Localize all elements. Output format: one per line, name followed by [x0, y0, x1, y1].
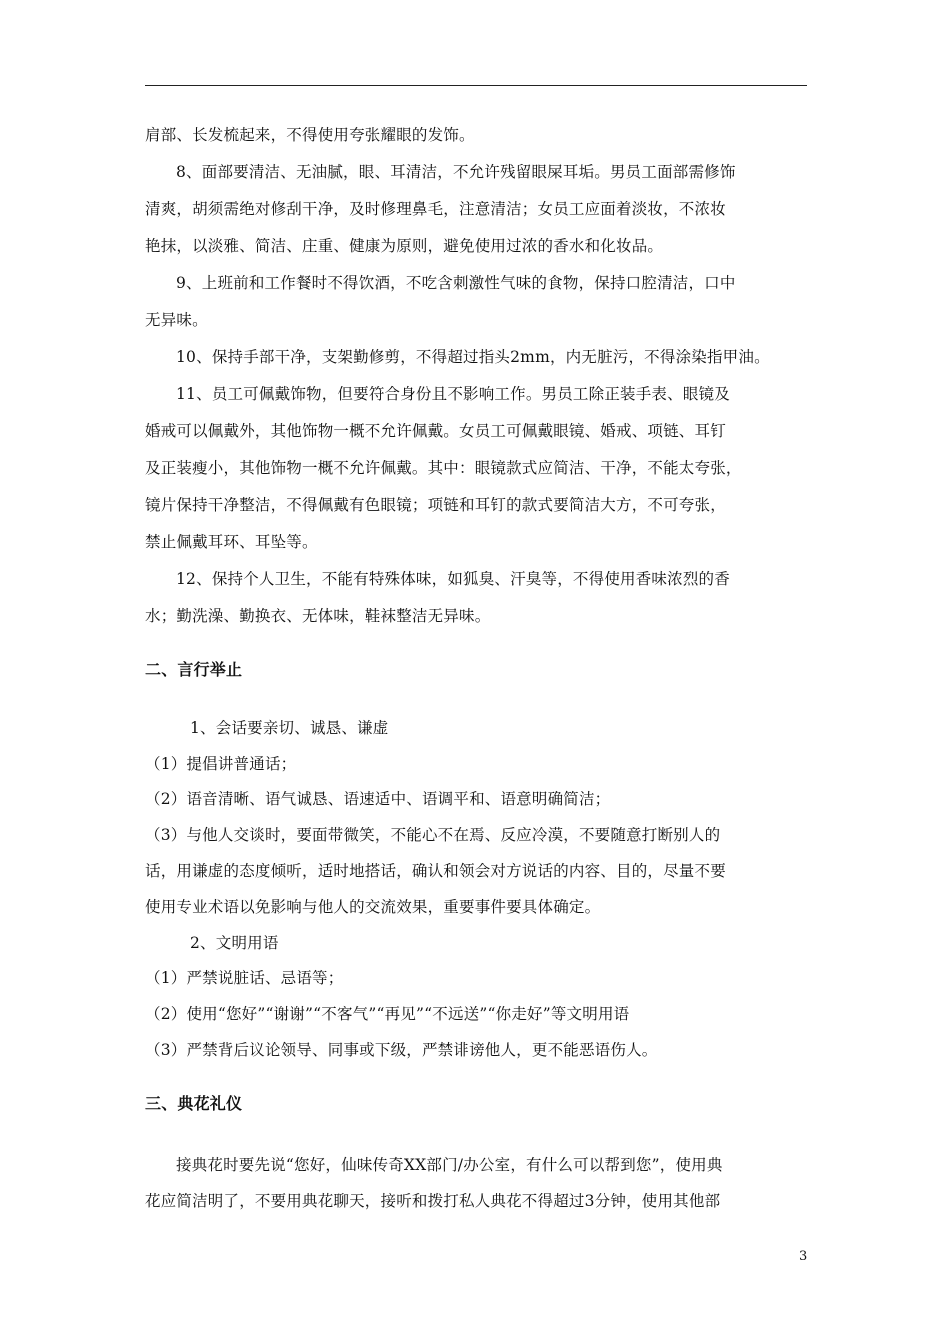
text-line: （1）提倡讲普通话；: [145, 755, 297, 773]
text-line: （3）与他人交谈时，要面带微笑，不能心不在焉、反应冷漠，不要随意打断别人的: [145, 826, 721, 844]
text-line: 使用专业术语以免影响与他人的交流效果，重要事件要具体确定。: [145, 898, 601, 916]
text-line: 8、面部要清洁、无油腻，眼、耳清洁，不允许残留眼屎耳垢。男员工面部需修饰: [176, 163, 736, 181]
text-line: 水；勤洗澡、勤换衣、无体味，鞋袜整洁无异味。: [145, 607, 491, 625]
text-line: 花应简洁明了，不要用典花聊天，接听和拨打私人典花不得超过3分钟，使用其他部: [145, 1192, 721, 1210]
text-line: （1）严禁说脏话、忌语等；: [145, 969, 344, 987]
text-line: 11、员工可佩戴饰物，但要符合身份且不影响工作。男员工除正装手表、眼镜及: [176, 385, 730, 403]
text-line: 禁止佩戴耳环、耳坠等。: [145, 533, 318, 551]
text-line: 婚戒可以佩戴外，其他饰物一概不允许佩戴。女员工可佩戴眼镜、婚戒、项链、耳钉: [145, 422, 726, 440]
text-line: 12、保持个人卫生，不能有特殊体味，如狐臭、汗臭等，不得使用香味浓烈的香: [176, 570, 730, 588]
section-heading: 三、典花礼仪: [145, 1094, 243, 1113]
section-heading: 二、言行举止: [145, 660, 243, 679]
header-rule: [145, 85, 807, 86]
text-line: 话，用谦虚的态度倾听，适时地搭话，确认和领会对方说话的内容、目的，尽量不要: [145, 862, 726, 880]
subsection-heading: 1、会话要亲切、诚恳、谦虚: [190, 719, 389, 737]
text-line: 9、上班前和工作餐时不得饮酒，不吃含刺激性气味的食物，保持口腔清洁，口中: [176, 274, 736, 292]
text-line: 肩部、长发梳起来，不得使用夸张耀眼的发饰。: [145, 126, 475, 144]
subsection-heading: 2、文明用语: [190, 934, 279, 952]
text-line: 接典花时要先说“您好，仙味传奇XX部门/办公室，有什么可以帮到您”，使用典: [176, 1156, 723, 1174]
text-line: 镜片保持干净整洁，不得佩戴有色眼镜；项链和耳钉的款式要简洁大方，不可夸张，: [145, 496, 726, 514]
text-line: 10、保持手部干净，支架勤修剪，不得超过指头2mm，内无脏污，不得涂染指甲油。: [176, 348, 770, 366]
page-number: 3: [799, 1249, 808, 1264]
text-line: （2）语音清晰、语气诚恳、语速适中、语调平和、语意明确简洁；: [145, 790, 611, 808]
text-line: 清爽，胡须需绝对修刮干净，及时修理鼻毛，注意清洁；女员工应面着淡妆，不浓妆: [145, 200, 726, 218]
text-line: 艳抹，以淡雅、简洁、庄重、健康为原则，避免使用过浓的香水和化妆品。: [145, 237, 664, 255]
text-line: （2）使用“您好”“谢谢”“不客气”“再见”“不远送”“你走好”等文明用语: [145, 1005, 630, 1023]
text-line: （3）严禁背后议论领导、同事或下级，严禁诽谤他人，更不能恶语伤人。: [145, 1041, 658, 1059]
text-line: 无异味。: [145, 311, 208, 329]
text-line: 及正装瘦小，其他饰物一概不允许佩戴。其中：眼镜款式应简洁、干净，不能太夸张，: [145, 459, 742, 477]
